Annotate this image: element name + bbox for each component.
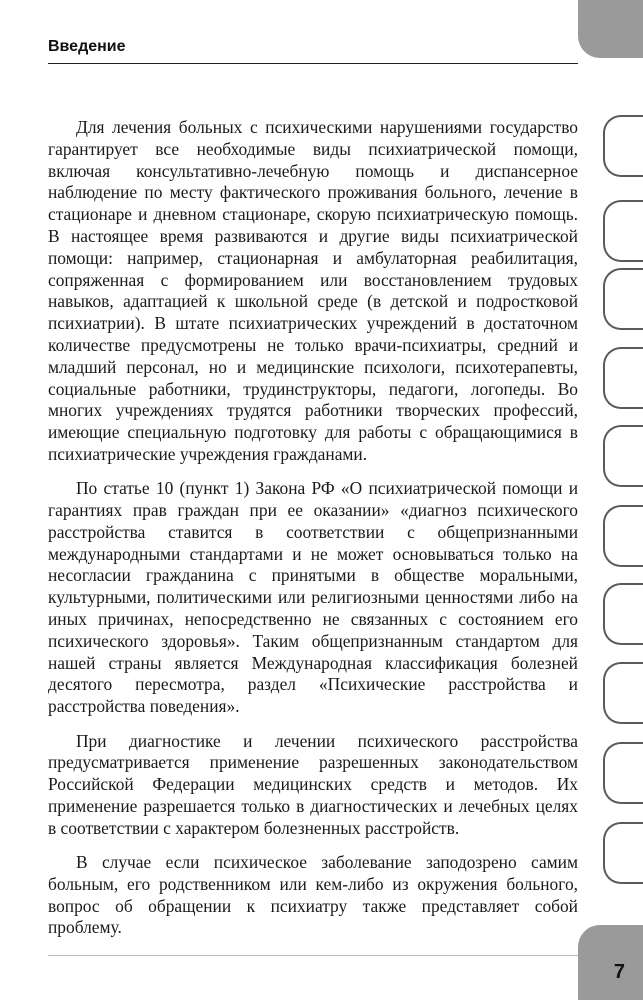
page-number-tab [578,925,643,1000]
side-index-tab [603,505,643,567]
section-title: Введение [48,38,126,55]
paragraph: Для лечения больных с психическими нарушениями государство гарантирует все необходимые виды психиатрической помощи, включая консультативно-лечебную помощь и диспансерное наблюдение по месту фактического проживания больного, лечение в стационаре и дневном стационаре, скорую психиатрическую помощь. В настоящее время развиваются и другие виды психиатрической помощи: например, стационарная и амбулаторная реабилитация, сопряженная с формированием или восстановлением трудовых навыков, адаптацией к школьной среде (в детской и подростковой психиатрии). В штате психиатрических учреждений в достаточном количестве предусмотрены не только врачи-психиатры, средний и младший персонал, но и медицинские психологи, психотерапевты, социальные работники, трудинструкторы, педагоги, логопеды. Во многих учреждениях трудятся работники творческих профессий, имеющие специальную подготовку для работы с обращающимися в психиатрические учреждения гражданами. [48,117,578,464]
side-index-tab [603,662,643,724]
side-index-tab [603,200,643,262]
paragraph: При диагностике и лечении психического расстройства предусматривается применение разрешенных законодательством Российской Федерации медицинских средств и методов. Их применение разрешается только в диагностических и лечебных целях в соответствии с характером болезненных расстройств. [48,730,578,838]
side-index-tab [603,268,643,330]
paragraph: В случае если психическое заболевание заподозрено самим больным, его родственником или кем-либо из окружения больного, вопрос об обращении к психиатру также представляет собой проблему. [48,852,578,938]
side-index-tab [603,822,643,884]
side-index-tab [603,425,643,487]
side-index-tab [603,347,643,409]
side-index-tab [603,583,643,645]
header-divider [48,63,578,64]
side-index-tab [603,115,643,177]
side-index-tab [603,742,643,804]
paragraph: По статье 10 (пункт 1) Закона РФ «О психиатрической помощи и гарантиях прав граждан при ее оказании» «диагноз психического расстройства ставится в соответствии с общепризнанными международными стандартами и не может основываться только на несогласии гражданина с принятыми в обществе моральными, культурными, политическими или религиозными ценностями либо на иных причинах, непосредственно не связанных с состоянием его психического здоровья». Таким общепризнанным стандартом для нашей страны является Международная классификация болезней десятого пересмотра, раздел «Психические расстройства и расстройства поведения». [48,478,578,717]
footer-divider [48,955,578,956]
main-text [48,117,578,952]
corner-tab-top [578,0,643,58]
page-number: 7 [613,961,625,983]
